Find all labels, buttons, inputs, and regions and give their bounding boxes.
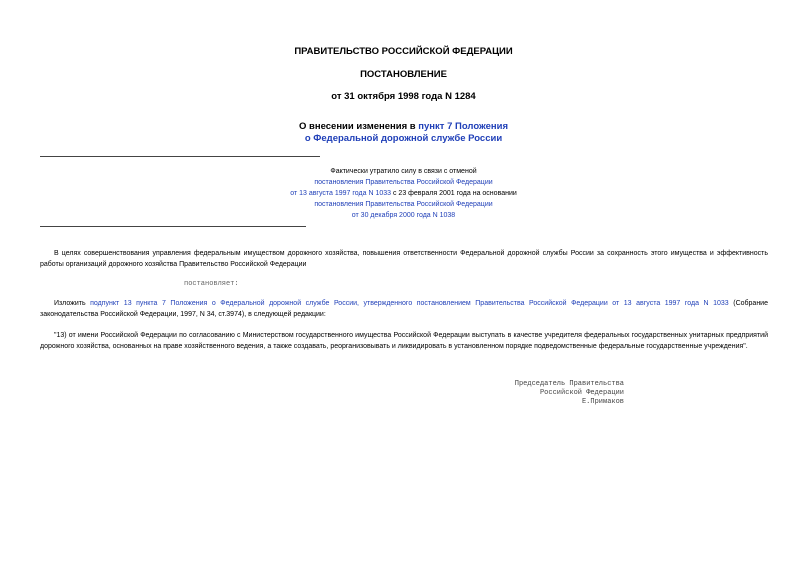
quoted-paragraph: "13) от имени Российской Федерации по согласованию с Министерством государственного имущества Российской Федерации выступать в качестве учредителя федеральных государственных унитарных предприятий дорожного хозяйства, основанных на праве хозяйственного ведения, а также создавать, реорганизовывать и ликвидировать в установленном порядке подведомственные федеральные государственные учреждения". <box>40 332 768 350</box>
title-link-clause[interactable]: пункт 7 Положения <box>418 121 509 132</box>
document-date-number: от 31 октября 1998 года N 1284 <box>331 91 476 102</box>
government-heading: ПРАВИТЕЛЬСТВО РОССИЙСКОЙ ФЕДЕРАЦИИ <box>294 46 513 57</box>
status-note-link-4[interactable]: от 30 декабря 2000 года N 1038 <box>351 212 456 219</box>
amendment-end: (Собрание законодательства Российской Федерации, 1997, N 34, ст.3974), в следующей редакции: <box>40 300 768 318</box>
title-line-1 <box>0 121 807 133</box>
signature-country: Российской Федерации <box>539 389 624 397</box>
status-note-link-1[interactable]: постановления Правительства Российской Федерации <box>314 179 493 186</box>
status-note-link-3[interactable]: постановления Правительства Российской Федерации <box>314 201 493 208</box>
decree-word: постановляет: <box>184 280 239 288</box>
preamble-paragraph: В целях совершенствования управления федеральным имуществом дорожного хозяйства, повышения ответственности Федеральной дорожной службы России за сохранность этого имущества и эффективность работы организаций дорожного хозяйства Правительство Российской Федерации <box>40 250 768 268</box>
divider-top <box>40 156 320 157</box>
title-link-regulation[interactable]: о Федеральной дорожной службе России <box>304 133 503 144</box>
amendment-link[interactable]: подпункт 13 пункта 7 Положения о Федеральной дорожной службе России, утвержденного постановлением Правительства Российской Федерации от 13 августа 1997 года N 1033 <box>90 300 729 307</box>
divider-bottom <box>40 226 306 227</box>
document-title <box>0 121 807 145</box>
signature-position: Председатель Правительства <box>514 380 624 388</box>
amendment-start: Изложить <box>54 300 91 307</box>
amendment-paragraph <box>40 298 768 320</box>
status-note-link-2[interactable]: от 13 августа 1997 года N 1033 <box>290 190 392 197</box>
document-type: ПОСТАНОВЛЕНИЕ <box>360 69 447 80</box>
title-prefix: О внесении изменения в <box>298 121 419 132</box>
status-note <box>0 166 807 221</box>
signature-name: Е.Примаков <box>581 398 624 406</box>
status-note-line-1: Фактически утратило силу в связи с отменой <box>330 168 477 175</box>
signature-block <box>470 380 624 407</box>
status-note-text: с 23 февраля 2001 года на основании <box>391 190 517 197</box>
